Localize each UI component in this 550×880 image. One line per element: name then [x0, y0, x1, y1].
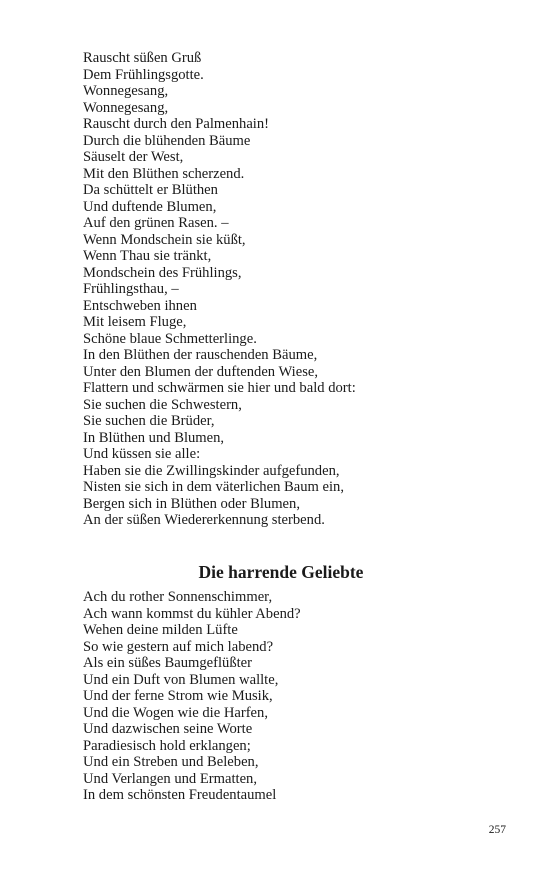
- page-number: 257: [488, 824, 506, 836]
- poem-line: Wonnegesang,: [83, 99, 169, 116]
- poem-line: Bergen sich in Blüthen oder Blumen,: [83, 495, 300, 512]
- poem-line: In Blüthen und Blumen,: [83, 429, 225, 446]
- poem-line: Säuselt der West,: [83, 149, 184, 165]
- poem-line: Als ein süßes Baumgeflüßter: [83, 655, 253, 671]
- poem-line: Und küssen sie alle:: [83, 446, 201, 462]
- poem-line: Frühlingsthau, –: [83, 281, 179, 297]
- poem-line: Wenn Mondschein sie küßt,: [83, 231, 246, 248]
- poem-line: Und duftende Blumen,: [83, 198, 217, 215]
- poem-line: An der süßen Wiedererkennung sterbend.: [83, 512, 325, 528]
- poem-continuation: [83, 50, 503, 529]
- poem-line: Und dazwischen seine Worte: [83, 721, 253, 737]
- poem-line: Entschweben ihnen: [83, 297, 197, 314]
- poem-title: Die harrende Geliebte: [198, 562, 364, 582]
- poem-line: Flattern und schwärmen sie hier und bald dort:: [83, 380, 356, 396]
- poem-line: Wehen deine milden Lüfte: [83, 622, 238, 638]
- poem-line: So wie gestern auf mich labend?: [83, 638, 274, 655]
- poem-line: Durch die blühenden Bäume: [83, 132, 251, 149]
- poem-line: Haben sie die Zwillingskinder aufgefunden,: [83, 462, 340, 479]
- poem-line: Paradiesisch hold erklangen;: [83, 737, 251, 754]
- poem-line: Sie suchen die Brüder,: [83, 413, 215, 429]
- poem-line: Und Verlangen und Ermatten,: [83, 770, 257, 787]
- poem-line: Ach wann kommst du kühler Abend?: [83, 605, 301, 622]
- poem-line: Auf den grünen Rasen. –: [83, 215, 229, 231]
- poem-line: Mondschein des Frühlings,: [83, 264, 242, 281]
- poem-line: In den Blüthen der rauschenden Bäume,: [83, 347, 318, 363]
- poem-line: Und ein Duft von Blumen wallte,: [83, 671, 279, 688]
- poem-line: Sie suchen die Schwestern,: [83, 396, 242, 413]
- poem-line: Wonnegesang,: [83, 83, 169, 99]
- poem-line: Und die Wogen wie die Harfen,: [83, 704, 268, 721]
- poem-line: Mit den Blüthen scherzend.: [83, 165, 245, 182]
- poem-line: Schöne blaue Schmetterlinge.: [83, 330, 257, 347]
- poem-line: Rauscht süßen Gruß: [83, 50, 202, 66]
- poem-line: Unter den Blumen der duftenden Wiese,: [83, 363, 319, 380]
- poem-line: Und ein Streben und Beleben,: [83, 754, 259, 770]
- poem-line: Dem Frühlingsgotte.: [83, 66, 204, 83]
- poem-line: Ach du rother Sonnenschimmer,: [83, 589, 273, 605]
- poem-line: Da schüttelt er Blüthen: [83, 182, 218, 198]
- poem-line: Mit leisem Fluge,: [83, 314, 187, 330]
- poem-line: Und der ferne Strom wie Musik,: [83, 688, 273, 704]
- poem-line: Rauscht durch den Palmenhain!: [83, 116, 270, 132]
- poem-line: Nisten sie sich in dem väterlichen Baum ein,: [83, 479, 344, 495]
- poem-line: Wenn Thau sie tränkt,: [83, 248, 212, 264]
- poem-line: In dem schönsten Freudentaumel: [83, 787, 277, 803]
- poem-body: [83, 589, 503, 804]
